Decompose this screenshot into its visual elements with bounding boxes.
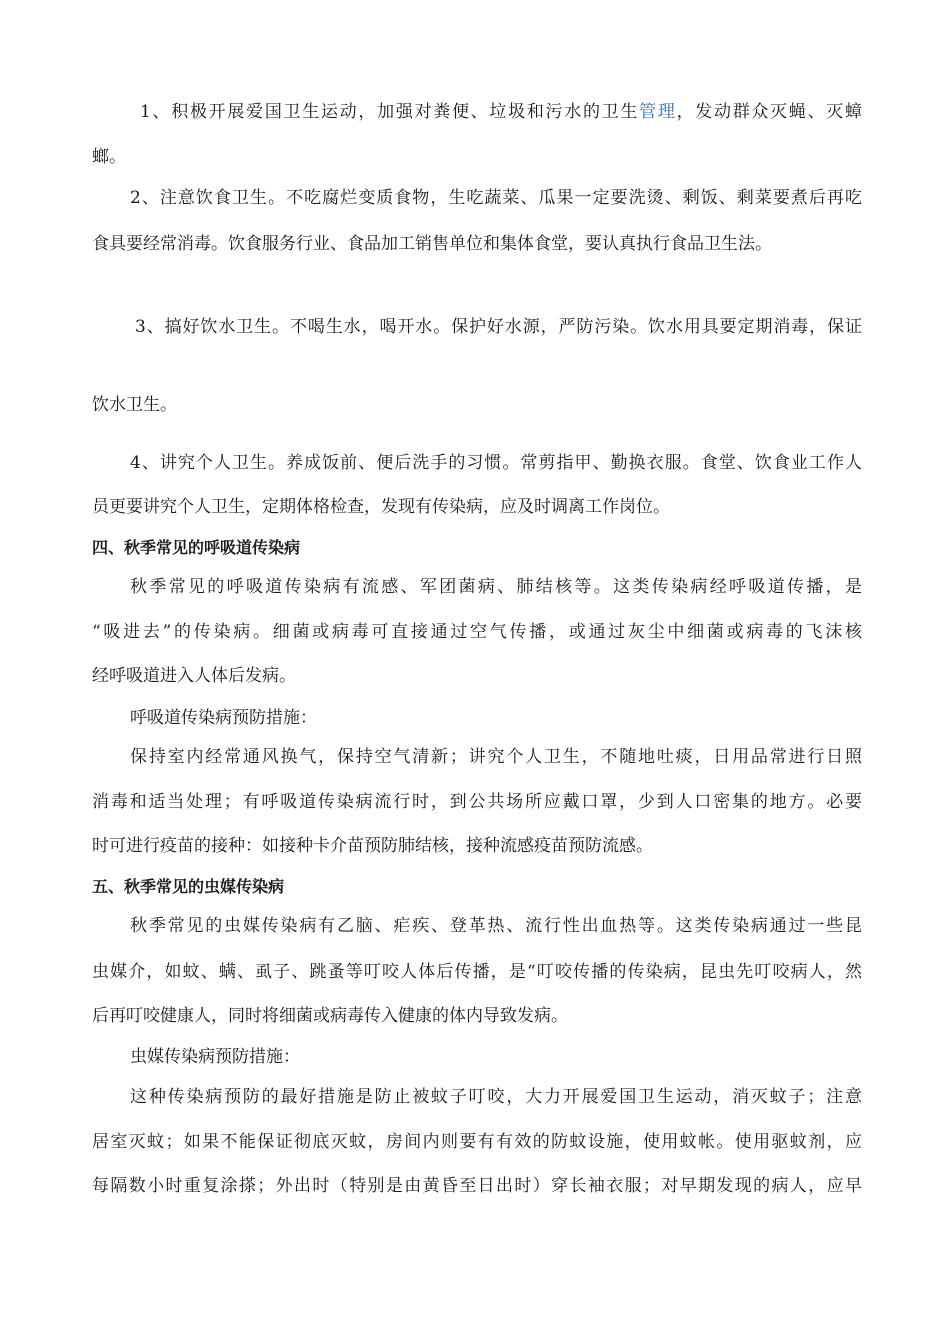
section5-heading: 五、秋季常见的虫媒传染病 bbox=[92, 877, 285, 896]
section5-p1-line2: 虫媒介，如蚊、螨、虱子、跳蚤等叮咬人体后传播，是“叮咬传播的传染病，昆虫先叮咬病人，然 bbox=[92, 962, 862, 982]
section4-heading: 四、秋季常见的呼吸道传染病 bbox=[92, 538, 301, 557]
section4-subheading: 呼吸道传染病预防措施： bbox=[130, 708, 317, 728]
section5-p1-line1: 秋季常见的虫媒传染病有乙脑、疟疾、登革热、流行性出血热等。这类传染病通过一些昆 bbox=[130, 916, 862, 936]
item2-line1: 2、注意饮食卫生。不吃腐烂变质食物，生吃蔬菜、瓜果一定要洗烫、剩饭、剩菜要煮后再吃 bbox=[130, 188, 862, 208]
management-link[interactable]: 管理 bbox=[639, 102, 677, 122]
item3-line1: 3、搞好饮水卫生。不喝生水，喝开水。保护好水源，严防污染。饮水用具要定期消毒，保证 bbox=[135, 317, 862, 337]
item3-line2: 饮水卫生。 bbox=[92, 395, 177, 415]
section5-p2-line1: 这种传染病预防的最好措施是防止被蚊子叮咬，大力开展爱国卫生运动，消灭蚊子；注意 bbox=[130, 1087, 862, 1107]
item1-text-b: ，发动群众灭蝇、灭蟑 bbox=[676, 102, 862, 122]
item1-text-a: 1、积极开展爱国卫生运动，加强对粪便、垃圾和污水的卫生 bbox=[140, 102, 640, 122]
section4-p2-line2: 消毒和适当处理；有呼吸道传染病流行时，到公共场所应戴口罩，少到人口密集的地方。必要 bbox=[92, 792, 862, 812]
item4-line2: 员更要讲究个人卫生，定期体格检查，发现有传染病，应及时调离工作岗位。 bbox=[92, 497, 670, 517]
section5-p2-line3: 每隔数小时重复涂搽；外出时（特别是由黄昏至日出时）穿长袖衣服；对早期发现的病人，应早 bbox=[92, 1176, 862, 1196]
item2-line2: 食具要经常消毒。饮食服务行业、食品加工销售单位和集体食堂，要认真执行食品卫生法。 bbox=[92, 234, 772, 254]
item1-line1 bbox=[140, 100, 862, 124]
section4-p1-line1: 秋季常见的呼吸道传染病有流感、军团菌病、肺结核等。这类传染病经呼吸道传播，是 bbox=[130, 577, 862, 597]
section5-p2-line2: 居室灭蚊；如果不能保证彻底灭蚊，房间内则要有有效的防蚊设施，使用蚊帐。使用驱蚊剂，应 bbox=[92, 1132, 862, 1152]
item1-line2: 螂。 bbox=[92, 147, 126, 167]
section5-subheading: 虫媒传染病预防措施： bbox=[130, 1047, 300, 1067]
section4-p1-line2: “吸进去”的传染病。细菌或病毒可直接通过空气传播，或通过灰尘中细菌或病毒的飞沫核 bbox=[92, 622, 862, 642]
section4-p2-line3: 时可进行疫苗的接种：如接种卡介苗预防肺结核，接种流感疫苗预防流感。 bbox=[92, 836, 653, 856]
item4-line1: 4、讲究个人卫生。养成饭前、便后洗手的习惯。常剪指甲、勤换衣服。食堂、饮食业工作人 bbox=[130, 453, 862, 473]
section5-p1-line3: 后再叮咬健康人，同时将细菌或病毒传入健康的体内导致发病。 bbox=[92, 1006, 568, 1026]
section4-p2-line1: 保持室内经常通风换气，保持空气清新；讲究个人卫生，不随地吐痰，日用品常进行日照 bbox=[130, 747, 862, 767]
section4-p1-line3: 经呼吸道进入人体后发病。 bbox=[92, 666, 296, 686]
